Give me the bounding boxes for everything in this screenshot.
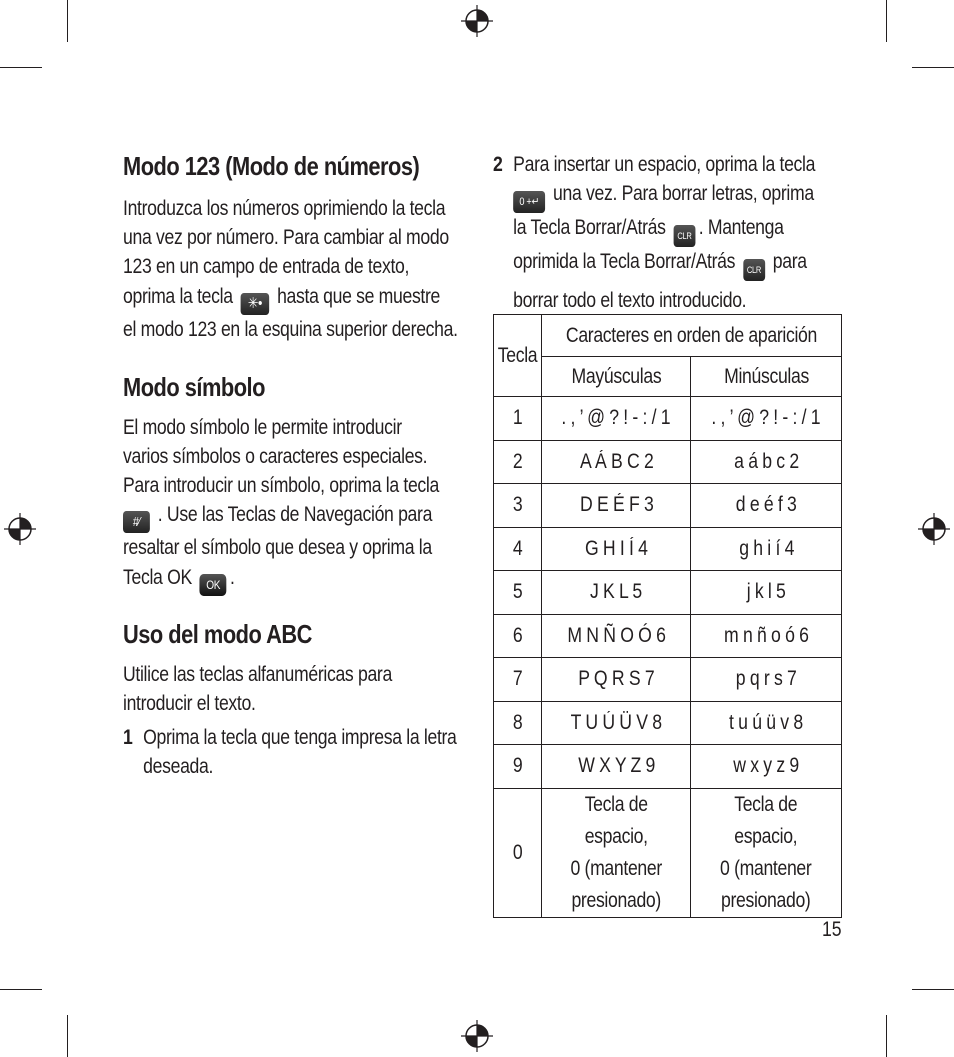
table-row: [494, 527, 842, 571]
key-cell: [494, 397, 542, 441]
lower-cell: [691, 571, 841, 615]
header-group: Caracteres en orden de aparición: [565, 323, 818, 347]
text-line: Introduzca los números oprimiendo la tecla: [123, 197, 446, 220]
crop-mark-top-left-h: [0, 67, 42, 68]
step-text: [143, 723, 456, 781]
text-line: una vez. Para borrar letras, oprima: [553, 182, 814, 205]
upper-cell: [542, 788, 691, 917]
registration-mark-bottom-icon: [461, 1020, 493, 1052]
crop-mark-top-left-v: [67, 0, 68, 42]
page-number: 15: [822, 918, 842, 941]
text-line: . Use las Teclas de Navegación para: [157, 503, 433, 527]
step-number: 1: [123, 726, 133, 750]
upper-cell: [542, 745, 691, 789]
cell-text: 0: [512, 840, 523, 864]
lower-cell: [691, 484, 841, 528]
text-line: una vez por número. Para cambiar al modo: [123, 226, 449, 250]
star-key-icon: ✳•: [241, 293, 270, 315]
upper-cell: [542, 658, 691, 702]
upper-cell: [542, 484, 691, 528]
step-number: 2: [493, 153, 503, 176]
modo-123-paragraph: [123, 194, 474, 344]
text-line: .: [230, 565, 235, 589]
text-line: Utilice las teclas alfanuméricas para: [123, 662, 392, 686]
cell-text: [554, 789, 679, 917]
upper-cell: [542, 614, 691, 658]
cell-text: p q r s 7: [735, 667, 797, 691]
cell-text: M N Ñ O Ó 6: [567, 623, 666, 647]
cell-text: m n ñ o ó 6: [723, 623, 809, 647]
key-cell: [494, 571, 542, 615]
cell-text: A Á B C 2: [579, 449, 653, 473]
cell-text: P Q R S 7: [578, 667, 655, 691]
lower-cell: [691, 527, 841, 571]
cell-text: t u ú ü v 8: [729, 710, 804, 734]
header-lower-cell: [691, 357, 841, 397]
lower-cell: [691, 788, 841, 917]
cell-text: T U Ú Ü V 8: [570, 710, 662, 734]
text-line: . Mantenga: [698, 216, 784, 239]
cell-text: 6: [512, 623, 523, 647]
crop-mark-top-right-v: [886, 0, 887, 42]
cell-text: 1: [512, 406, 523, 430]
text-line: introducir el texto.: [123, 691, 256, 715]
cell-text: . , ’ @ ? ! - : / 1: [711, 406, 821, 430]
table-row: [494, 397, 842, 441]
text-line: deseada.: [143, 755, 214, 779]
modo-abc-paragraph: [123, 660, 474, 718]
text-line: oprima la tecla: [123, 284, 233, 308]
clr-key-icon: CLR: [743, 259, 765, 281]
text-line: Oprima la tecla que tenga impresa la letra: [143, 726, 457, 750]
cell-text: 8: [512, 710, 523, 734]
header-upper-cell: [542, 357, 691, 397]
cell-text: D E É F 3: [579, 493, 653, 517]
text-line: borrar todo el texto introducido.: [513, 289, 747, 312]
table-row: [494, 788, 842, 917]
text-line: para: [772, 250, 807, 273]
key-cell: [494, 484, 542, 528]
header-key: Tecla: [497, 343, 538, 367]
cell-text: d e é f 3: [735, 493, 797, 517]
text-line: hasta que se muestre: [277, 284, 441, 308]
cell-text: j k l 5: [746, 580, 786, 604]
cell-text: G H I Í 4: [584, 536, 648, 560]
crop-mark-bottom-right-v: [886, 1015, 887, 1057]
table-row: [494, 745, 842, 789]
registration-mark-top-icon: [461, 5, 493, 37]
heading-uso-modo-abc: Uso del modo ABC: [123, 618, 312, 649]
table-row: [494, 484, 842, 528]
cell-line: presionado): [571, 888, 661, 912]
table-row: [494, 701, 842, 745]
cell-text: w x y z 9: [733, 754, 799, 778]
cell-text: a á b c 2: [733, 449, 799, 473]
space-key-icon: 0 +↵: [513, 191, 545, 213]
lower-cell: [691, 440, 841, 484]
cell-text: 4: [512, 536, 523, 560]
cell-line: Tecla de espacio,: [734, 792, 798, 848]
cell-text: 9: [512, 754, 523, 778]
heading-modo-123: Modo 123 (Modo de números): [123, 151, 420, 181]
lower-cell: [691, 745, 841, 789]
clr-key-icon: CLR: [674, 225, 696, 247]
upper-cell: [542, 527, 691, 571]
upper-cell: [542, 440, 691, 484]
upper-cell: [542, 571, 691, 615]
key-cell: [494, 614, 542, 658]
right-column: [493, 150, 839, 315]
key-cell: [494, 658, 542, 702]
lower-cell: [691, 397, 841, 441]
text-line: la Tecla Borrar/Atrás: [513, 216, 666, 239]
cell-text: W X Y Z 9: [577, 754, 655, 778]
text-line: resaltar el símbolo que desea y oprima la: [123, 536, 432, 560]
step-text: [513, 150, 815, 315]
text-line: 123 en un campo de entrada de texto,: [123, 255, 410, 279]
table-row: [494, 658, 842, 702]
text-line: El modo símbolo le permite introducir: [123, 415, 402, 439]
step-1: [123, 723, 474, 781]
table-row: [494, 440, 842, 484]
key-cell: [494, 745, 542, 789]
header-upper: Mayúsculas: [571, 364, 662, 388]
header-group-cell: [542, 315, 842, 357]
cell-text: J K L 5: [590, 580, 643, 604]
cell-text: 5: [512, 580, 523, 604]
cell-text: [703, 789, 829, 917]
character-table: [493, 314, 842, 918]
cell-text: 2: [512, 449, 523, 473]
cell-line: presionado): [721, 888, 811, 912]
cell-line: Tecla de espacio,: [584, 792, 648, 848]
heading-modo-simbolo: Modo símbolo: [123, 371, 265, 402]
cell-line: 0 (mantener: [570, 856, 662, 880]
header-lower: Minúsculas: [723, 364, 809, 388]
text-line: oprimida la Tecla Borrar/Atrás: [513, 250, 736, 273]
table-row: [494, 571, 842, 615]
upper-cell: [542, 397, 691, 441]
cell-text: g h i í 4: [738, 536, 794, 560]
cell-text: . , ’ @ ? ! - : / 1: [561, 406, 671, 430]
text-line: Tecla OK: [123, 565, 192, 589]
cell-text: 3: [512, 493, 523, 517]
registration-mark-right-icon: [918, 513, 950, 545]
symbol-key-icon: #⁄: [123, 511, 150, 533]
cell-line: 0 (mantener: [720, 856, 812, 880]
crop-mark-bottom-left-h: [0, 989, 42, 990]
text-line: Para introducir un símbolo, oprima la tecla: [123, 474, 439, 498]
table-row: [494, 614, 842, 658]
cell-text: 7: [512, 667, 523, 691]
key-cell: [494, 788, 542, 917]
ok-key-icon: OK: [200, 574, 227, 596]
key-cell: [494, 440, 542, 484]
left-column: [123, 150, 473, 781]
crop-mark-bottom-left-v: [67, 1015, 68, 1057]
header-key-cell: [494, 315, 542, 397]
key-cell: [494, 701, 542, 745]
registration-mark-left-icon: [4, 513, 36, 545]
step-2: [493, 150, 844, 315]
lower-cell: [691, 614, 841, 658]
key-cell: [494, 527, 542, 571]
text-line: Para insertar un espacio, oprima la tecla: [513, 153, 816, 176]
modo-simbolo-paragraph: [123, 413, 474, 596]
crop-mark-top-right-h: [912, 67, 954, 68]
upper-cell: [542, 701, 691, 745]
lower-cell: [691, 658, 841, 702]
text-line: varios símbolos o caracteres especiales.: [123, 445, 428, 469]
lower-cell: [691, 701, 841, 745]
crop-mark-bottom-right-h: [912, 989, 954, 990]
text-line: el modo 123 en la esquina superior derecha.: [123, 317, 458, 341]
